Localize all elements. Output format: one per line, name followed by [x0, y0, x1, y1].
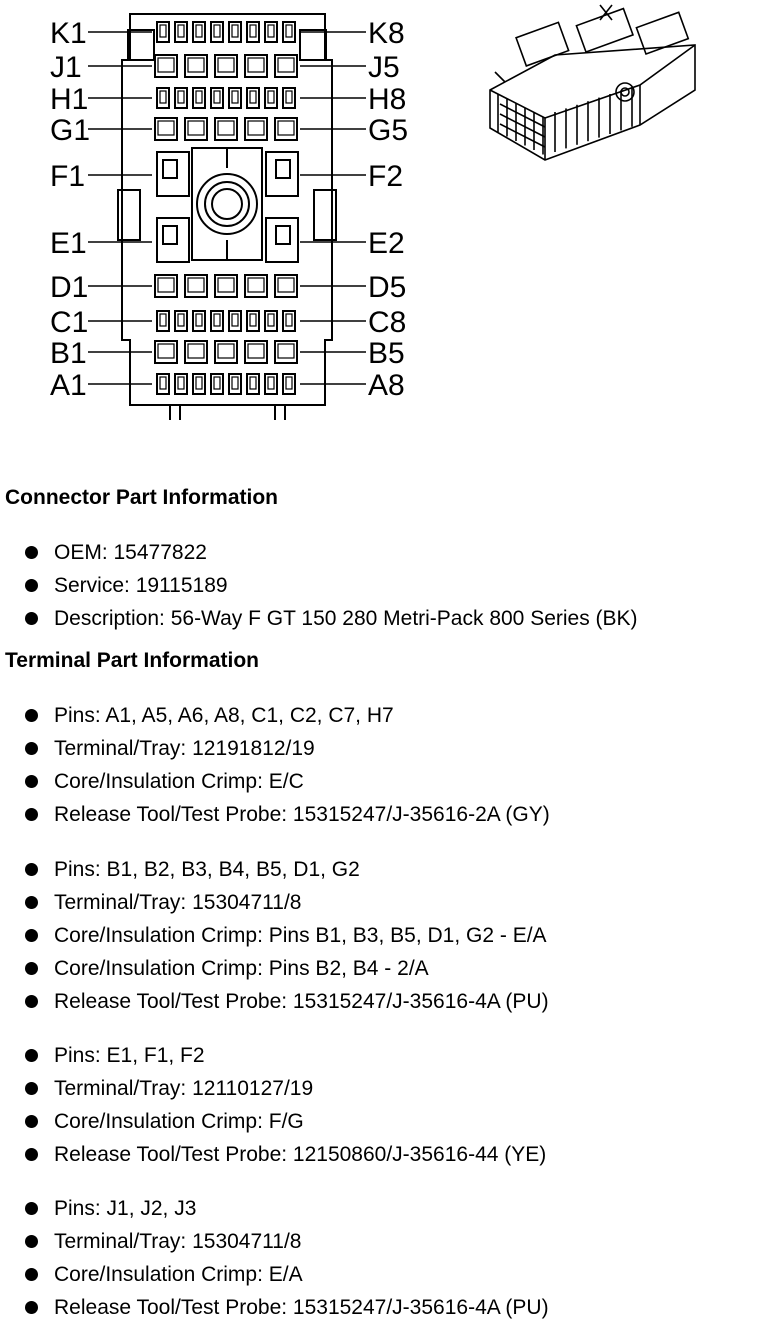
list-item: Core/Insulation Crimp: Pins B2, B4 - 2/A	[25, 952, 549, 985]
terminal-cavity-inner	[188, 121, 204, 135]
terminal-cavity-inner	[286, 377, 292, 389]
terminal-cavity-inner	[278, 344, 294, 358]
terminal-cavity-inner	[178, 25, 184, 37]
connector-face-view	[118, 14, 336, 420]
terminal-cavity-inner	[268, 377, 274, 389]
terminal-cavity-inner	[232, 314, 238, 326]
terminal-cavity-inner	[278, 58, 294, 72]
terminal-cavity-inner	[248, 121, 264, 135]
terminal-cavity-inner	[160, 314, 166, 326]
terminal-cavity-inner	[196, 25, 202, 37]
terminal-cavity-inner	[218, 121, 234, 135]
list-item: Release Tool/Test Probe: 15315247/J-35616-4A (PU)	[25, 985, 549, 1018]
terminal-cavity-inner	[232, 91, 238, 103]
terminal-group-3	[25, 1039, 546, 1171]
terminal-cavity-inner	[158, 344, 174, 358]
terminal-cavity-inner	[250, 91, 256, 103]
terminal-cavity-inner	[178, 314, 184, 326]
list-item: Pins: E1, F1, F2	[25, 1039, 546, 1072]
list-item: Terminal/Tray: 15304711/8	[25, 1225, 549, 1258]
pin-label-right: H8	[368, 83, 407, 116]
terminal-cavity-inner	[196, 377, 202, 389]
list-item: Release Tool/Test Probe: 15315247/J-35616-2A (GY)	[25, 798, 550, 831]
pin-label-right: F2	[368, 160, 404, 193]
pin-label-left: K1	[50, 17, 87, 50]
terminal-cavity-inner	[160, 91, 166, 103]
terminal-cavity-inner	[286, 314, 292, 326]
list-item: Terminal/Tray: 12110127/19	[25, 1072, 546, 1105]
terminal-cavity-inner	[250, 314, 256, 326]
terminal-cavity-inner	[196, 314, 202, 326]
list-item: Pins: A1, A5, A6, A8, C1, C2, C7, H7	[25, 699, 550, 732]
terminal-cavity-inner	[158, 278, 174, 292]
terminal-cavity-inner	[158, 121, 174, 135]
terminal-cavity-inner	[268, 25, 274, 37]
terminal-cavity-inner	[218, 344, 234, 358]
list-item: Pins: B1, B2, B3, B4, B5, D1, G2	[25, 853, 549, 886]
list-item: Release Tool/Test Probe: 15315247/J-35616-4A (PU)	[25, 1291, 549, 1324]
pin-label-left: G1	[50, 114, 91, 147]
terminal-cavity-inner	[248, 58, 264, 72]
terminal-cavity-inner	[268, 314, 274, 326]
connector-info-title: Connector Part Information	[5, 486, 279, 509]
terminal-cavity-inner	[250, 25, 256, 37]
list-item: Service: 19115189	[25, 569, 638, 602]
list-item: Release Tool/Test Probe: 12150860/J-35616-44 (YE)	[25, 1138, 546, 1171]
list-item: Terminal/Tray: 15304711/8	[25, 886, 549, 919]
terminal-group-2	[25, 853, 549, 1018]
pin-label-left: B1	[50, 337, 87, 370]
terminal-cavity-inner	[268, 91, 274, 103]
list-item: Terminal/Tray: 12191812/19	[25, 732, 550, 765]
terminal-cavity-inner	[214, 91, 220, 103]
pin-label-left: F1	[50, 160, 86, 193]
pin-label-right: A8	[368, 369, 405, 402]
terminal-cavity-inner	[248, 344, 264, 358]
terminal-cavity-inner	[278, 278, 294, 292]
terminal-cavity-inner	[178, 377, 184, 389]
list-item: OEM: 15477822	[25, 536, 638, 569]
connector-info-list	[25, 536, 638, 635]
terminal-cavity-inner	[160, 25, 166, 37]
terminal-cavity-inner	[188, 344, 204, 358]
pin-label-right: J5	[368, 51, 400, 84]
pin-label-right: G5	[368, 114, 409, 147]
list-item: Description: 56-Way F GT 150 280 Metri-Pack 800 Series (BK)	[25, 602, 638, 635]
pin-label-left: J1	[50, 51, 82, 84]
list-item: Core/Insulation Crimp: Pins B1, B3, B5, D1, G2 - E/A	[25, 919, 549, 952]
list-item: Pins: J1, J2, J3	[25, 1192, 549, 1225]
terminal-cavity-inner	[158, 58, 174, 72]
terminal-cavity-inner	[286, 25, 292, 37]
terminal-cavity-inner	[218, 58, 234, 72]
terminal-group-1	[25, 699, 550, 831]
terminal-cavity-inner	[178, 91, 184, 103]
pin-label-right: K8	[368, 17, 405, 50]
pin-label-right: E2	[368, 227, 405, 260]
terminal-cavity-inner	[188, 58, 204, 72]
terminal-info-title: Terminal Part Information	[5, 649, 259, 672]
terminal-cavity-inner	[218, 278, 234, 292]
terminal-cavity-inner	[214, 25, 220, 37]
pin-label-left: E1	[50, 227, 87, 260]
pin-label-right: C8	[368, 306, 407, 339]
terminal-cavity-inner	[250, 377, 256, 389]
pin-label-left: A1	[50, 369, 87, 402]
connector-diagram	[0, 0, 768, 440]
list-item: Core/Insulation Crimp: F/G	[25, 1105, 546, 1138]
connector-3d-view	[490, 5, 695, 160]
terminal-cavity-inner	[214, 377, 220, 389]
terminal-cavity-inner	[286, 91, 292, 103]
terminal-cavity-inner	[278, 121, 294, 135]
pin-label-left: D1	[50, 271, 89, 304]
terminal-cavity-inner	[232, 377, 238, 389]
pin-label-right: D5	[368, 271, 407, 304]
terminal-cavity-inner	[214, 314, 220, 326]
terminal-group-4	[25, 1192, 549, 1324]
terminal-cavity-inner	[160, 377, 166, 389]
list-item: Core/Insulation Crimp: E/C	[25, 765, 550, 798]
pin-label-left: H1	[50, 83, 89, 116]
pin-label-left: C1	[50, 306, 89, 339]
list-item: Core/Insulation Crimp: E/A	[25, 1258, 549, 1291]
terminal-cavity-inner	[232, 25, 238, 37]
terminal-cavity-inner	[196, 91, 202, 103]
terminal-cavity-inner	[248, 278, 264, 292]
terminal-cavity-inner	[188, 278, 204, 292]
pin-label-right: B5	[368, 337, 405, 370]
